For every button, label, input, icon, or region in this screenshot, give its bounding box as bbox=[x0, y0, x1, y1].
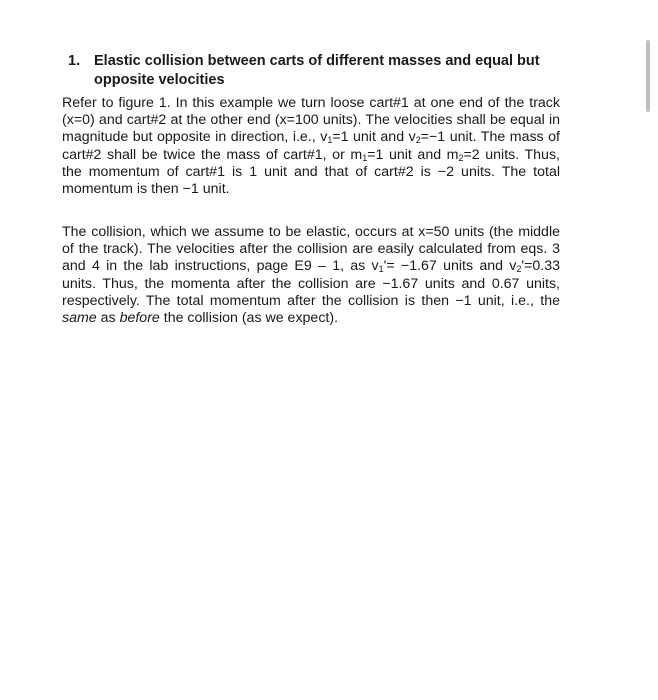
section-number: 1. bbox=[68, 53, 81, 69]
paragraph-collision bbox=[62, 224, 560, 327]
p2-sub-1: 1 bbox=[378, 264, 384, 275]
p2-text-3: '=0.33 units. Thus, the momenta after the collision are −1.67 units and 0.67 units, respectively. The total momentum after the collision is then −1 unit, i.e., the bbox=[62, 258, 560, 309]
p1-sub-3: 1 bbox=[362, 152, 368, 163]
section-heading bbox=[68, 52, 568, 90]
section-title: Elastic collision between carts of different masses and equal but opposite velocities bbox=[94, 53, 540, 88]
p1-sub-1: 1 bbox=[327, 135, 333, 146]
p2-text-4: as bbox=[96, 310, 120, 327]
p1-text-4: =1 unit and m bbox=[367, 146, 459, 163]
p2-sub-2: 2 bbox=[516, 264, 522, 275]
paragraph-intro bbox=[62, 95, 560, 198]
p1-sub-4: 2 bbox=[458, 152, 464, 163]
p2-text-5: the collision (as we expect). bbox=[159, 310, 339, 327]
p2-text-2: '= −1.67 units and v bbox=[383, 258, 517, 275]
p1-text-2: =1 unit and v bbox=[332, 129, 416, 146]
p1-text-5: =2 units. Thus, the momentum of cart#1 is 1 unit and that of cart#2 is −2 units. The total momentum is then −1 unit. bbox=[62, 146, 560, 198]
p1-text-3: =−1 unit. The mass of cart#2 shall be twice the mass of cart#1, or m bbox=[62, 129, 560, 163]
p1-text-1: Refer to figure 1. In this example we turn loose cart#1 at one end of the track (x=0) and cart#2 at the other end (x=100 units). The velocities shall be equal in magnitude but opposite in direction, i.e., v bbox=[62, 95, 560, 146]
p2-emphasis-same: same bbox=[62, 310, 97, 327]
p1-sub-2: 2 bbox=[415, 135, 421, 146]
p2-text-1: The collision, which we assume to be elastic, occurs at x=50 units (the middle of the track). The velocities after the collision are easily calculated from eqs. 3 and 4 in the lab instructions, page E9 – 1, as v bbox=[62, 224, 560, 275]
vertical-scrollbar[interactable] bbox=[646, 40, 650, 112]
p2-emphasis-before: before bbox=[119, 310, 160, 327]
